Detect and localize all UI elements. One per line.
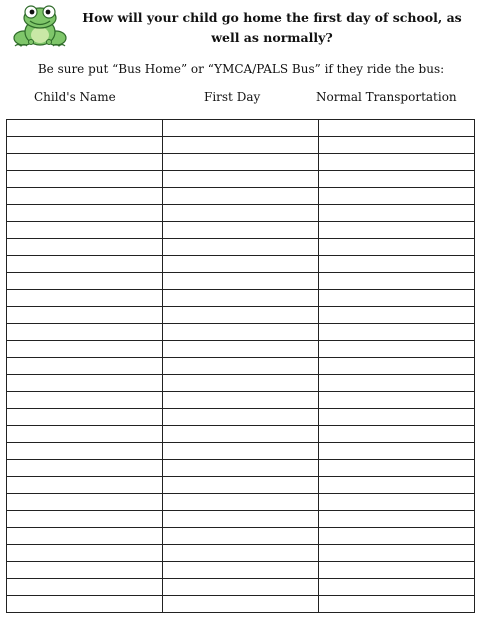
table-cell[interactable] [319,358,475,375]
table-cell[interactable] [319,545,475,562]
table-row [7,341,475,358]
column-header-childs-name: Child's Name [34,90,116,104]
table-cell[interactable] [319,426,475,443]
table-cell[interactable] [319,596,475,613]
table-cell[interactable] [319,205,475,222]
table-cell[interactable] [163,545,319,562]
sign-up-table [6,119,475,613]
table-cell[interactable] [163,222,319,239]
table-cell[interactable] [7,222,163,239]
table-cell[interactable] [7,511,163,528]
table-cell[interactable] [163,511,319,528]
table-cell[interactable] [319,443,475,460]
table-cell[interactable] [7,324,163,341]
table-cell[interactable] [7,358,163,375]
table-row [7,443,475,460]
table-row [7,426,475,443]
table-cell[interactable] [163,596,319,613]
table-cell[interactable] [163,171,319,188]
table-cell[interactable] [319,137,475,154]
table-cell[interactable] [163,273,319,290]
table-cell[interactable] [319,562,475,579]
table-row [7,171,475,188]
table-row [7,545,475,562]
table-cell[interactable] [163,256,319,273]
table-row [7,188,475,205]
table-cell[interactable] [319,460,475,477]
table-cell[interactable] [163,137,319,154]
table-cell[interactable] [7,477,163,494]
table-row [7,239,475,256]
table-cell[interactable] [7,545,163,562]
table-cell[interactable] [319,528,475,545]
table-cell[interactable] [319,307,475,324]
table-row [7,528,475,545]
table-cell[interactable] [7,290,163,307]
table-cell[interactable] [7,341,163,358]
table-cell[interactable] [7,120,163,137]
table-cell[interactable] [7,443,163,460]
table-row [7,290,475,307]
table-cell[interactable] [7,409,163,426]
table-cell[interactable] [7,273,163,290]
table-cell[interactable] [319,511,475,528]
table-row [7,494,475,511]
table-cell[interactable] [319,324,475,341]
page-title: How will your child go home the first day of school, as well as normally? [82,10,462,45]
table-cell[interactable] [319,154,475,171]
table-cell[interactable] [7,256,163,273]
instruction-text: Be sure put “Bus Home” or “YMCA/PALS Bus” if they ride the bus: [37,62,445,76]
table-cell[interactable] [163,443,319,460]
table-cell[interactable] [7,494,163,511]
table-cell[interactable] [163,392,319,409]
table-cell[interactable] [163,239,319,256]
table-row [7,579,475,596]
table-cell[interactable] [163,307,319,324]
table-cell[interactable] [319,171,475,188]
table-row [7,596,475,613]
table-cell[interactable] [163,120,319,137]
table-row [7,460,475,477]
table-cell[interactable] [7,307,163,324]
table-row [7,273,475,290]
table-cell[interactable] [319,290,475,307]
table-cell[interactable] [7,171,163,188]
table-row [7,392,475,409]
table-cell[interactable] [163,375,319,392]
table-row [7,222,475,239]
column-header-normal-transportation: Normal Transportation [316,90,457,104]
table-cell[interactable] [319,409,475,426]
table-cell[interactable] [163,154,319,171]
table-row [7,375,475,392]
table-cell[interactable] [7,579,163,596]
table-cell[interactable] [163,290,319,307]
table-cell[interactable] [7,154,163,171]
table-row [7,409,475,426]
table-row [7,205,475,222]
table-row [7,307,475,324]
table-cell[interactable] [163,460,319,477]
table-cell[interactable] [163,528,319,545]
table-row [7,324,475,341]
table-row [7,358,475,375]
table-cell[interactable] [7,596,163,613]
table-cell[interactable] [319,494,475,511]
table-cell[interactable] [319,579,475,596]
table-cell[interactable] [319,392,475,409]
table-row [7,477,475,494]
table-cell[interactable] [7,375,163,392]
table-cell[interactable] [319,341,475,358]
table-cell[interactable] [163,426,319,443]
table-cell[interactable] [319,188,475,205]
table-row [7,256,475,273]
table-row [7,154,475,171]
table-cell[interactable] [319,273,475,290]
table-cell[interactable] [163,358,319,375]
table-cell[interactable] [7,392,163,409]
table-cell[interactable] [163,562,319,579]
table-cell[interactable] [319,120,475,137]
table-cell[interactable] [163,324,319,341]
table-row [7,511,475,528]
table-cell[interactable] [7,137,163,154]
table-cell[interactable] [7,426,163,443]
table-cell[interactable] [163,205,319,222]
table-cell[interactable] [319,256,475,273]
table-cell[interactable] [7,188,163,205]
table-cell[interactable] [163,579,319,596]
column-header-first-day: First Day [204,90,261,104]
table-cell[interactable] [7,460,163,477]
table-cell[interactable] [7,528,163,545]
table-cell[interactable] [163,409,319,426]
column-headers [0,90,482,108]
table-cell[interactable] [319,375,475,392]
table-row [7,562,475,579]
table-cell[interactable] [163,188,319,205]
table-cell[interactable] [163,494,319,511]
table-row [7,137,475,154]
table-cell[interactable] [7,205,163,222]
table-cell[interactable] [319,222,475,239]
table-cell[interactable] [319,239,475,256]
table-cell[interactable] [163,341,319,358]
table-row [7,120,475,137]
table-cell[interactable] [319,477,475,494]
table-cell[interactable] [7,239,163,256]
table-cell[interactable] [7,562,163,579]
table-cell[interactable] [163,477,319,494]
frog-icon [12,4,68,50]
